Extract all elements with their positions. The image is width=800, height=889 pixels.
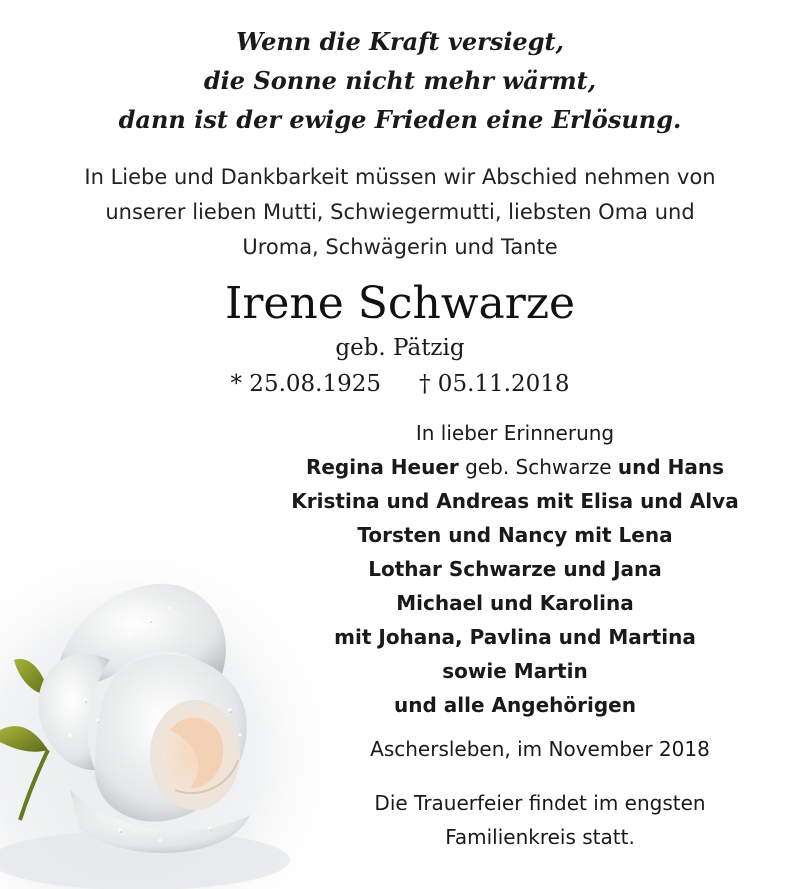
mourners-heading: In lieber Erinnerung	[415, 421, 615, 445]
mourner-line: Kristina und Andreas mit Elisa und Alva	[291, 489, 739, 513]
mourner-line: Torsten und Nancy mit Lena	[357, 523, 673, 547]
funeral-line: Die Trauerfeier findet im engsten	[374, 791, 706, 815]
intro-line: Uroma, Schwägerin und Tante	[242, 235, 558, 259]
funeral-line: Familienkreis statt.	[445, 825, 635, 849]
mourners-list	[250, 416, 780, 722]
life-dates	[0, 366, 800, 402]
birth-date: * 25.08.1925	[230, 371, 381, 397]
mourner-line: Michael und Karolina	[396, 591, 634, 615]
mourner-name: und Hans	[617, 455, 725, 479]
intro-text	[0, 160, 800, 265]
mourner-name: Regina Heuer	[305, 455, 459, 479]
poem-verse	[0, 22, 800, 139]
place-and-date: Aschersleben, im November 2018	[370, 737, 710, 761]
poem-line: dann ist der ewige Frieden eine Erlösung.	[118, 105, 682, 134]
poem-line: die Sonne nicht mehr wärmt,	[203, 66, 597, 95]
mourner-note: geb. Schwarze	[458, 455, 618, 479]
mourner-line: mit Johana, Pavlina und Martina	[334, 625, 696, 649]
white-rose-image	[0, 560, 320, 889]
mourner-line: Lothar Schwarze und Jana	[368, 557, 662, 581]
mourner-line	[250, 450, 780, 484]
intro-line: In Liebe und Dankbarkeit müssen wir Abschied nehmen von	[84, 165, 716, 189]
deceased-name: Irene Schwarze	[224, 278, 576, 329]
poem-line: Wenn die Kraft versiegt,	[236, 27, 564, 56]
intro-line: unserer lieben Mutti, Schwiegermutti, liebsten Oma und	[105, 200, 695, 224]
maiden-name: geb. Pätzig	[335, 335, 465, 361]
funeral-notice	[310, 786, 770, 854]
mourner-line: sowie Martin	[442, 659, 588, 683]
mourner-line: und alle Angehörigen	[394, 693, 636, 717]
death-date: † 05.11.2018	[419, 371, 570, 397]
